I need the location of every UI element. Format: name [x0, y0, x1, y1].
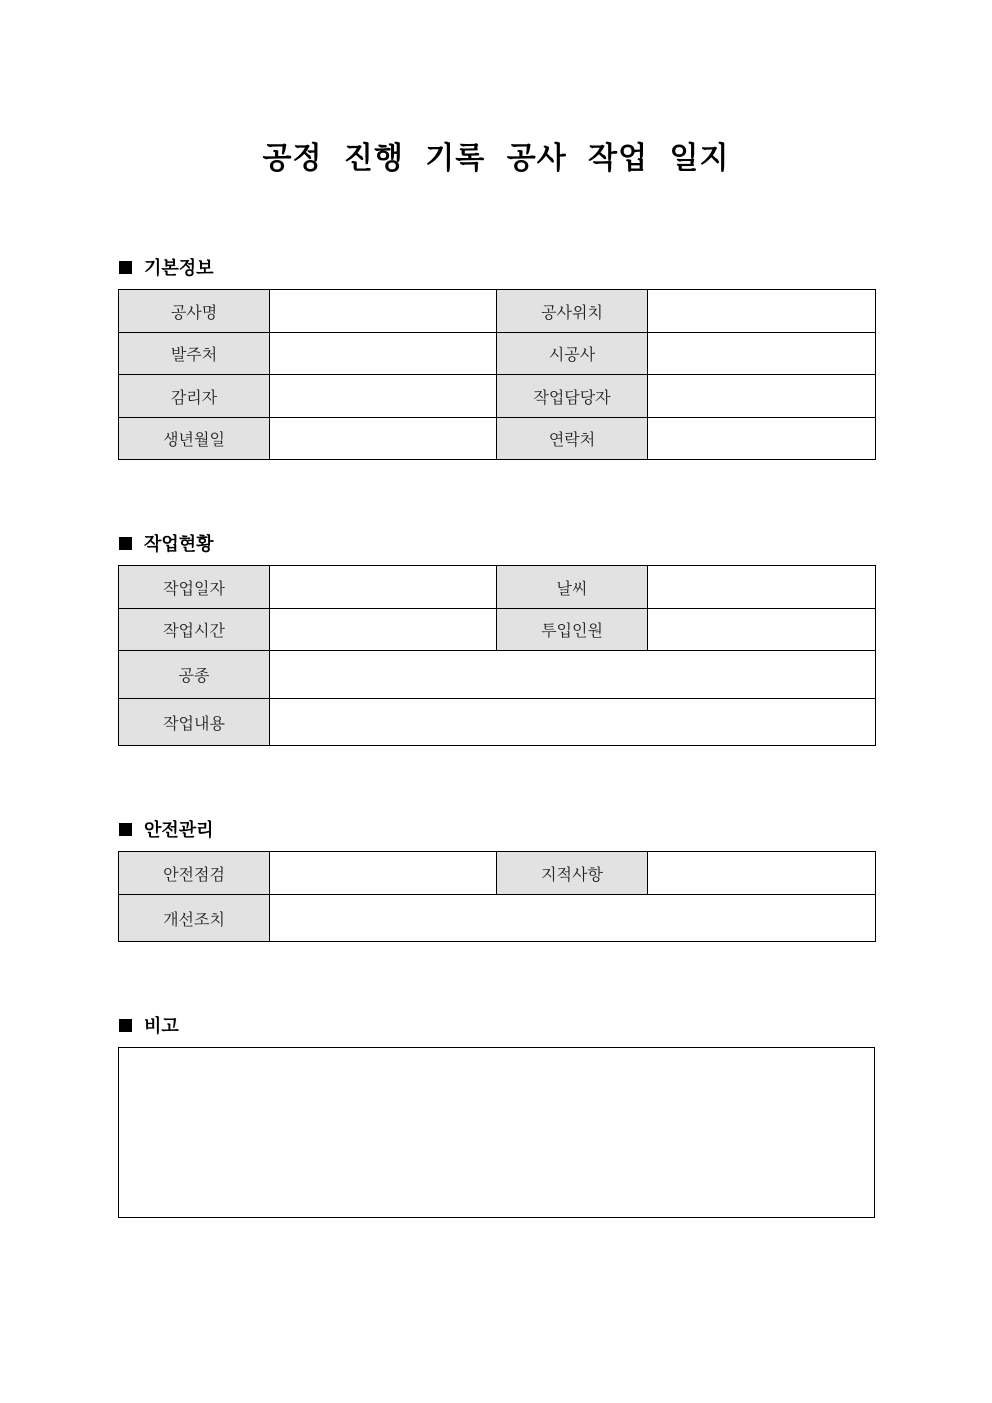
work-date-field[interactable] — [270, 566, 497, 609]
label-work-date: 작업일자 — [119, 566, 270, 609]
remarks-box[interactable] — [118, 1047, 875, 1218]
label-weather: 날씨 — [497, 566, 648, 609]
work-status-table — [118, 565, 876, 746]
label-contact: 연락처 — [497, 418, 648, 460]
label-work-type: 공종 — [119, 651, 270, 699]
client-field[interactable] — [270, 333, 497, 375]
section-heading-remarks — [119, 1012, 179, 1038]
label-findings: 지적사항 — [497, 852, 648, 895]
safety-inspection-field[interactable] — [270, 852, 497, 895]
table-row — [119, 651, 876, 699]
contractor-field[interactable] — [648, 333, 876, 375]
table-row — [119, 852, 876, 895]
label-project-location: 공사위치 — [497, 290, 648, 333]
label-work-time: 작업시간 — [119, 609, 270, 651]
square-bullet-icon — [119, 823, 132, 836]
label-corrective-action: 개선조치 — [119, 895, 270, 942]
section-heading-label: 기본정보 — [144, 258, 214, 279]
workers-field[interactable] — [648, 609, 876, 651]
project-location-field[interactable] — [648, 290, 876, 333]
work-time-field[interactable] — [270, 609, 497, 651]
label-birthdate: 생년월일 — [119, 418, 270, 460]
section-heading-safety — [119, 816, 214, 842]
birthdate-field[interactable] — [270, 418, 497, 460]
table-row — [119, 699, 876, 746]
square-bullet-icon — [119, 261, 132, 274]
work-manager-field[interactable] — [648, 375, 876, 418]
section-heading-label: 안전관리 — [144, 820, 214, 841]
basic-info-table — [118, 289, 876, 460]
label-contractor: 시공사 — [497, 333, 648, 375]
project-name-field[interactable] — [270, 290, 497, 333]
work-type-field[interactable] — [270, 651, 876, 699]
page-title: 공정 진행 기록 공사 작업 일지 — [262, 141, 730, 176]
section-heading-label: 작업현황 — [144, 534, 214, 555]
table-row — [119, 333, 876, 375]
square-bullet-icon — [119, 1019, 132, 1032]
section-heading-label: 비고 — [144, 1016, 179, 1037]
square-bullet-icon — [119, 537, 132, 550]
label-workers: 투입인원 — [497, 609, 648, 651]
contact-field[interactable] — [648, 418, 876, 460]
table-row — [119, 566, 876, 609]
table-row — [119, 895, 876, 942]
corrective-action-field[interactable] — [270, 895, 876, 942]
table-row — [119, 609, 876, 651]
section-heading-work — [119, 530, 214, 556]
findings-field[interactable] — [648, 852, 876, 895]
section-heading-basic — [119, 254, 214, 280]
work-content-field[interactable] — [270, 699, 876, 746]
label-supervisor: 감리자 — [119, 375, 270, 418]
table-row — [119, 418, 876, 460]
weather-field[interactable] — [648, 566, 876, 609]
label-project-name: 공사명 — [119, 290, 270, 333]
label-work-content: 작업내용 — [119, 699, 270, 746]
label-work-manager: 작업담당자 — [497, 375, 648, 418]
table-row — [119, 375, 876, 418]
label-client: 발주처 — [119, 333, 270, 375]
table-row — [119, 290, 876, 333]
label-safety-inspection: 안전점검 — [119, 852, 270, 895]
safety-table — [118, 851, 876, 942]
supervisor-field[interactable] — [270, 375, 497, 418]
